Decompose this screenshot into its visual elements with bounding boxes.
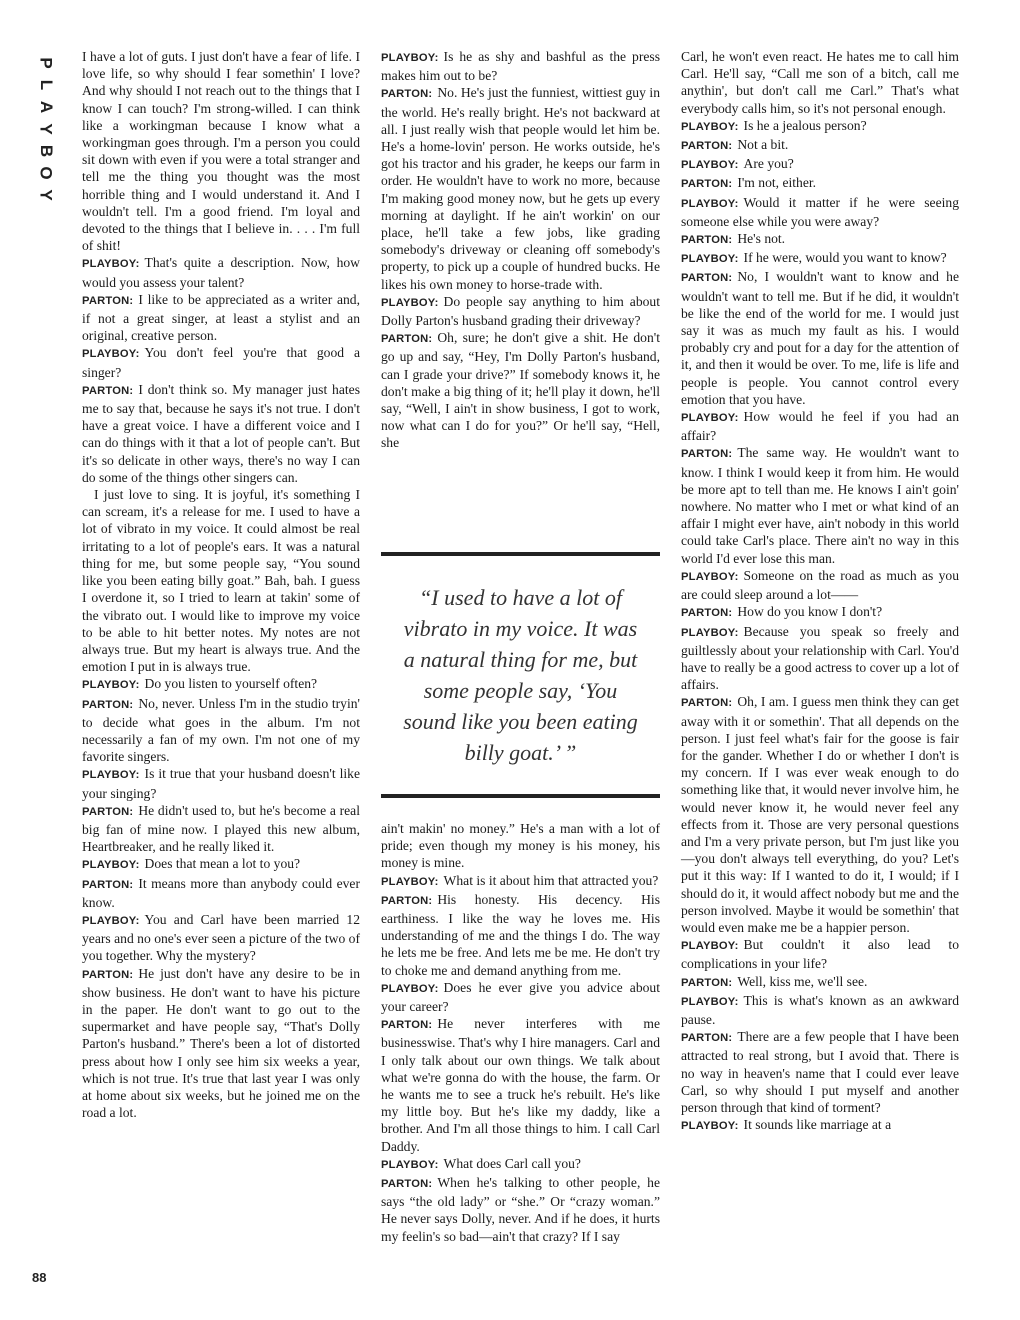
paragraph xyxy=(82,802,360,856)
paragraph-text: He didn't used to, but he's become a real big fan of mine now. I played this new album, Heartbreaker, and he really liked it. xyxy=(82,802,360,855)
paragraph xyxy=(681,444,959,566)
paragraph-text: Are you? xyxy=(743,156,794,172)
paragraph-text: He's not. xyxy=(737,231,786,247)
speaker-label: PARTON: xyxy=(681,607,733,620)
paragraph-text: No, I wouldn't want to know and he wouldn't want to tell me. But if he did, it wouldn't be like the end of the world for me. I would just say it was as much my fault as his. I would probably cry and pout for a day for the attention of it, and then it would be over. To me, life is life and people is people. You cannot control every emotion that you have. xyxy=(681,269,959,407)
paragraph-text: Is he as shy and bashful as the press makes him out to be? xyxy=(381,49,660,84)
speaker-label: PARTON: xyxy=(681,272,733,285)
speaker-label: PARTON: xyxy=(381,1019,433,1032)
paragraph-text: ain't makin' no money.” He's a man with a lot of pride; even though my money is his money, his money is mine. xyxy=(381,821,660,871)
paragraph xyxy=(82,291,360,345)
speaker-label: PLAYBOY: xyxy=(681,120,739,133)
paragraph xyxy=(381,48,660,84)
speaker-label: PLAYBOY: xyxy=(381,982,439,995)
paragraph xyxy=(681,194,959,230)
paragraph-text: This is what's known as an awkward pause. xyxy=(681,992,959,1027)
speaker-label: PARTON: xyxy=(82,384,134,397)
paragraph xyxy=(82,254,360,290)
paragraph-text: Oh, I am. I guess men think they can get away with it or somethin'. That all depends on the person. I just feel what's fair for the goose is fair for the gander. Whether I do or whether I don't is my concern. If I was ever weak enough to do something like that, it would never involve him, he would never know it, he would never feel any effects from it. Those are very personal questions and I'm a very private person, but I'm just like you—you don't always tell everything, do you? Let's put it this way: If I wanted to do it, I would; if I should do it, it would affect nobody but me and the person involved. Maybe it would be somethin' that would even make me be a happier person. xyxy=(681,694,960,935)
paragraph xyxy=(381,1015,660,1155)
paragraph xyxy=(82,675,360,694)
speaker-label: PLAYBOY: xyxy=(681,253,739,266)
paragraph xyxy=(681,1116,959,1135)
paragraph-text: Is it true that your husband doesn't like your singing? xyxy=(82,766,360,801)
paragraph-text: Well, kiss me, we'll see. xyxy=(737,973,868,989)
speaker-label: PARTON: xyxy=(681,448,733,461)
speaker-label: PLAYBOY: xyxy=(381,1158,439,1171)
paragraph-text: It sounds like marriage at a xyxy=(743,1117,892,1133)
article-column-1 xyxy=(82,48,360,1121)
paragraph-text: He just don't have any desire to be in show business. He don't want to have his picture in the paper. He don't want to go out to the supermarket and have people say, “That's Dolly Parton's husband.” There's been a lot of distorted press about how I only see him six weeks a year, which is not true. It's true that last year I was only at home about six weeks, but he joined me on the road a lot. xyxy=(82,965,360,1121)
paragraph-text: No. He's just the funniest, wittiest guy in the world. He's really bright. He's not backward at all. I just really wish that people would let him be. He's a home-lovin' person. He works outside, he's got his tractor and his grader, he keeps our farm in order. He wouldn't have to work no more, because I'm making good money now, but he gets up every morning at daylight. If he ain't workin' on our place, he'll take a few jobs, like grading somebody's driveway or cleaning off somebody's property, to pick up a couple of hundred bucks. He likes his own money to horse-trade with. xyxy=(381,85,660,292)
paragraph-text: How do you know I don't? xyxy=(737,604,883,620)
paragraph xyxy=(681,623,959,694)
speaker-label: PARTON: xyxy=(681,178,733,191)
paragraph-text: I'm not, either. xyxy=(737,175,817,191)
paragraph-text: You and Carl have been married 12 years and no one's ever seen a picture of the two of you together. Why the mystery? xyxy=(82,911,360,964)
speaker-label: PLAYBOY: xyxy=(681,940,739,953)
paragraph-text: Does he ever give you advice about your career? xyxy=(381,979,660,1015)
speaker-label: PARTON: xyxy=(82,805,134,818)
paragraph-text: How would he feel if you had an affair? xyxy=(681,409,959,444)
speaker-label: PLAYBOY: xyxy=(82,859,140,872)
paragraph xyxy=(681,230,959,249)
paragraph-text: I like to be appreciated as a writer and, if not a great singer, at least a stylist and an original, creative person. xyxy=(82,291,360,344)
speaker-label: PARTON: xyxy=(681,1032,733,1045)
paragraph xyxy=(381,329,660,451)
speaker-label: PARTON: xyxy=(82,294,134,307)
paragraph-text: Because you speak so freely and guiltlessly about your relationship with Carl. You'd have to really be a good actress to cover up a lot of affairs. xyxy=(681,623,959,693)
paragraph xyxy=(681,48,959,117)
paragraph xyxy=(681,155,959,174)
article-column-2-top xyxy=(381,48,660,452)
paragraph-text: Oh, sure; he don't give a shit. He don't go up and say, “Hey, I'm Dolly Parton's husband, can I grade your drive?” If somebody knows it, he don't make a big thing of it; he'll play it down, he'll say, “Well, I ain't in show business, I got to work, now what can I do for you?” Or he'll say, “Hell, she xyxy=(381,330,660,451)
speaker-label: PARTON: xyxy=(381,1178,433,1191)
paragraph xyxy=(82,695,360,766)
paragraph xyxy=(681,408,959,444)
paragraph xyxy=(381,84,660,292)
speaker-label: PLAYBOY: xyxy=(681,159,739,172)
paragraph xyxy=(681,992,959,1028)
paragraph-text: You don't feel you're that good a singer? xyxy=(82,345,360,380)
paragraph xyxy=(681,136,959,155)
paragraph xyxy=(82,486,360,675)
paragraph xyxy=(381,979,660,1015)
speaker-label: PLAYBOY: xyxy=(82,914,140,927)
paragraph-text: That's quite a description. Now, how would you assess your talent? xyxy=(82,255,360,290)
paragraph-text: Do you listen to yourself often? xyxy=(144,676,318,692)
paragraph-text: There are a few people that I have been attracted to real strong, but I avoid that. There is no way in heaven's name that I could ever leave Carl, so why should I put myself and another person through that kind of torment? xyxy=(681,1029,959,1115)
paragraph xyxy=(82,965,360,1122)
paragraph xyxy=(681,268,959,408)
paragraph-text: Do people say anything to him about Dolly Parton's husband grading their driveway? xyxy=(381,293,660,329)
paragraph-text: What is it about him that attracted you? xyxy=(443,872,659,888)
paragraph xyxy=(681,603,959,622)
speaker-label: PLAYBOY: xyxy=(381,296,439,309)
paragraph-text: What does Carl call you? xyxy=(443,1155,581,1171)
speaker-label: PARTON: xyxy=(381,333,433,346)
masthead: P L A Y B O Y xyxy=(36,57,56,201)
speaker-label: PLAYBOY: xyxy=(82,258,140,271)
paragraph xyxy=(82,911,360,965)
paragraph-text: But couldn't it also lead to complications in your life? xyxy=(681,937,959,972)
speaker-label: PLAYBOY: xyxy=(381,875,439,888)
speaker-label: PLAYBOY: xyxy=(381,52,439,64)
paragraph xyxy=(82,381,360,486)
speaker-label: PLAYBOY: xyxy=(681,570,739,583)
speaker-label: PARTON: xyxy=(82,878,134,891)
paragraph xyxy=(381,1174,660,1245)
paragraph xyxy=(681,249,959,268)
speaker-label: PARTON: xyxy=(681,697,733,710)
speaker-label: PLAYBOY: xyxy=(82,679,140,692)
speaker-label: PLAYBOY: xyxy=(82,769,140,782)
speaker-label: PARTON: xyxy=(381,88,433,101)
paragraph xyxy=(681,693,959,936)
paragraph xyxy=(381,891,660,979)
paragraph xyxy=(381,872,660,891)
paragraph xyxy=(681,567,959,603)
paragraph xyxy=(82,48,360,254)
paragraph xyxy=(681,117,959,136)
paragraph-text: His honesty. His decency. His earthiness. I like the way he loves me. His understanding of me and the things I do. The way he lets me be free. And lets me be me. He don't try to choke me and demand anything from me. xyxy=(381,891,660,978)
speaker-label: PARTON: xyxy=(381,894,433,907)
speaker-label: PLAYBOY: xyxy=(681,197,739,210)
paragraph-text: The same way. He wouldn't want to know. I think I would keep it from him. He would be more apt to tell than me. He knows I ain't goin' nowhere. No matter who I met or what kind of an affair I might ever have, ain't nobody in this world could take Carl's place. There ain't no way in this world I'd ever lose this man. xyxy=(681,445,959,566)
paragraph xyxy=(681,1028,959,1116)
speaker-label: PARTON: xyxy=(82,968,134,981)
paragraph xyxy=(82,765,360,801)
paragraph-text: I just love to sing. It is joyful, it's something I can scream, it's a release for me. I used to have a lot of vibrato in my voice. It could almost be real irritating to a lot of people's ears. It was a natural thing for me, but some people say, “You sound like you been eating billy goat.” Bah, bah. I guess I overdone it, so I tried to learn at takin' some of the vibrato out. I would like to improve my voice to be able to hit better notes. My notes are not always true. But my heart is always true. And the emotion I put in is always true. xyxy=(82,487,360,675)
paragraph-text: I don't think so. My manager just hates me to say that, because he says it's not true. I don't have a great voice. I have a different voice and I can do things with it that a lot of people can't. But it's so delicate in other ways, there's no way I can do some of the things other singers can. xyxy=(82,381,360,485)
paragraph-text: Carl, he won't even react. He hates me to call him Carl. He'll say, “Call me son of a bitch, call me anythin', but don't call me Carl.” That's what everybody calls him, so it's not personal enough. xyxy=(681,49,959,116)
pull-quote xyxy=(381,552,660,798)
paragraph xyxy=(681,174,959,193)
speaker-label: PARTON: xyxy=(681,140,733,153)
paragraph xyxy=(681,973,959,992)
paragraph-text: Is he a jealous person? xyxy=(743,117,867,133)
paragraph-text: It means more than anybody could ever know. xyxy=(82,875,360,910)
paragraph-text: No, never. Unless I'm in the studio tryin' to decide what goes in the album. I'm not necessarily a fan of my own. I'm not one of my favorite singers. xyxy=(82,695,360,765)
paragraph xyxy=(681,936,959,972)
speaker-label: PLAYBOY: xyxy=(681,412,739,425)
article-column-3 xyxy=(681,48,959,1135)
paragraph-text: If he were, would you want to know? xyxy=(743,250,947,266)
article-column-2-bottom xyxy=(381,820,660,1245)
paragraph-text: Would it matter if he were seeing someone else while you were away? xyxy=(681,194,959,229)
paragraph xyxy=(381,820,660,872)
paragraph xyxy=(82,875,360,911)
speaker-label: PLAYBOY: xyxy=(681,995,739,1008)
paragraph-text: I have a lot of guts. I just don't have a fear of life. I love life, so why should I fear somethin' I love? And why should I not reach out to the things that I know I can touch? I'm strong-willed. I can think like a workingman because I know what a workingman goes through. I'm a person you could sit down with even if you were a total stranger and tell me the thing you thought was the most horrible thing and I would understand it. And I wouldn't tell. I'm a good friend. I'm loyal and devoted to the things that I believe in. . . . I'm full of shit! xyxy=(82,49,360,254)
speaker-label: PARTON: xyxy=(82,698,134,711)
paragraph xyxy=(82,855,360,874)
speaker-label: PLAYBOY: xyxy=(681,1120,739,1133)
page-number: 88 xyxy=(32,1270,47,1285)
speaker-label: PLAYBOY: xyxy=(82,348,140,361)
pull-quote-text: “I used to have a lot of vibrato in my voice. It was a natural thing for me, but some people say, ‘You sound like you been eating billy goat.’ ” xyxy=(403,585,638,765)
speaker-label: PARTON: xyxy=(681,976,733,989)
paragraph-text: When he's talking to other people, he says “the old lady” or “she.” Or “crazy woman.” He never says Dolly, never. And if he does, it hurts my feelin's so bad—ain't that crazy? If I say xyxy=(381,1175,660,1244)
paragraph xyxy=(82,344,360,380)
paragraph xyxy=(381,293,660,329)
paragraph-text: Not a bit. xyxy=(737,137,789,153)
paragraph-text: He never interferes with me businesswise. That's why I hire managers. Carl and I only talk about our own things. We talk about what we're gonna do with the house, the farm. Or he wants me to see a truck he's rebuilt. He's like my little boy. But he's like my daddy, like a brother. And I'm all those things to him. I call Carl Daddy. xyxy=(381,1016,660,1154)
paragraph-text: Someone on the road as much as you are could sleep around a lot—— xyxy=(681,567,959,603)
speaker-label: PLAYBOY: xyxy=(681,626,739,639)
paragraph xyxy=(381,1155,660,1174)
speaker-label: PARTON: xyxy=(681,234,733,247)
paragraph-text: Does that mean a lot to you? xyxy=(144,856,301,872)
